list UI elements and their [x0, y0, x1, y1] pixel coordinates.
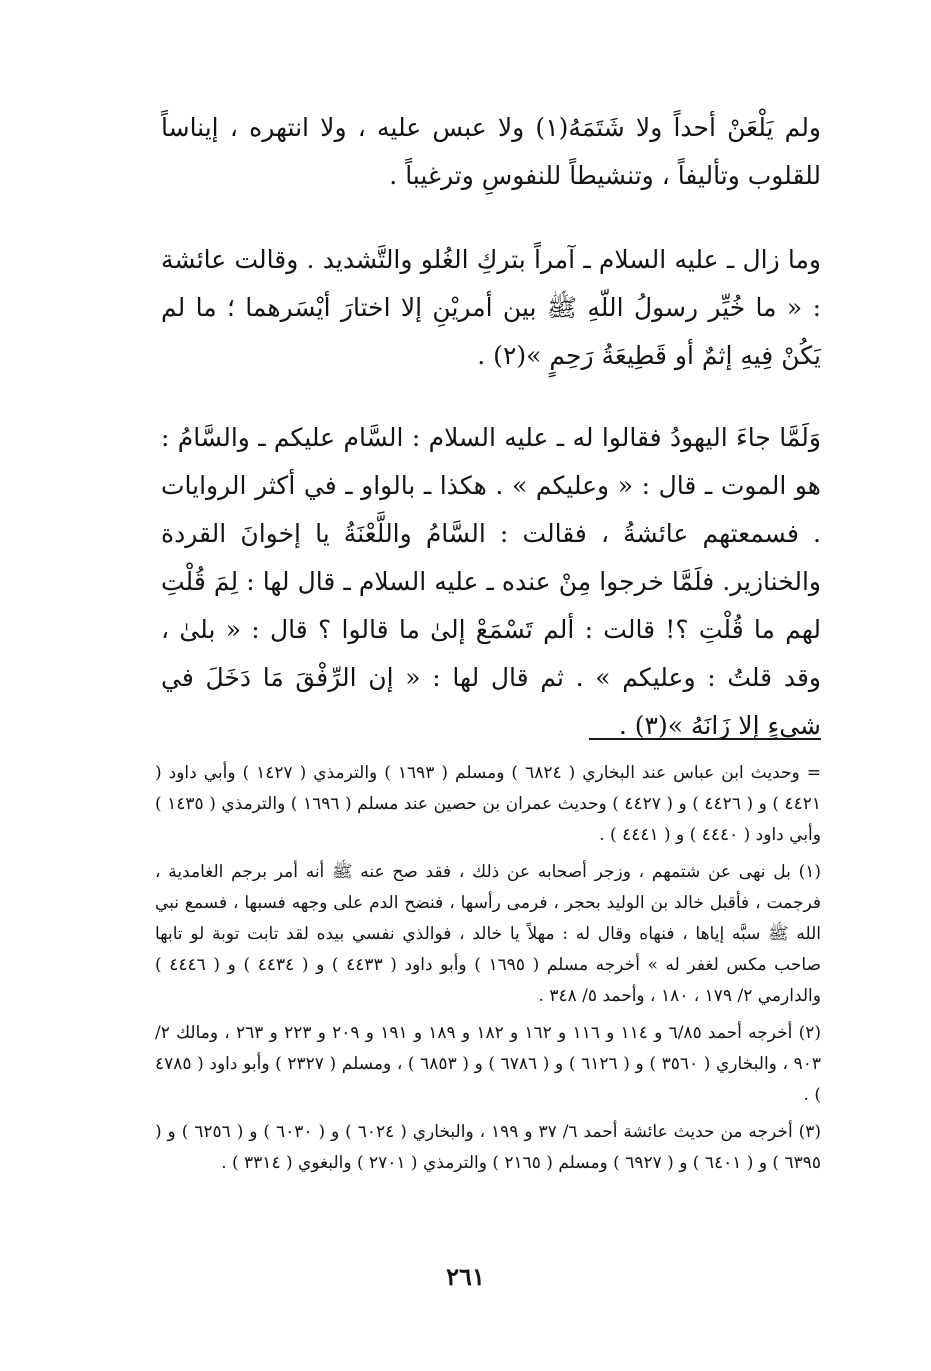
page-number: ٢٦١ [446, 1262, 485, 1291]
main-paragraph-1: ولم يَلْعَنْ أحداً ولا شَتَمَهُ(١) ولا عبس عليه ، ولا انتهره ، إيناساً للقلوب وتأليفاً ، وتنشيطاً للنفوسِ وترغيباً . [161, 113, 822, 190]
footnote-divider [589, 738, 821, 740]
footnotes-section [155, 758, 821, 1185]
main-paragraph-3: وَلَمَّا جاءَ اليهودُ فقالوا له ـ عليه السلام : السَّام عليكم ـ والسَّامُ : هو الموت ـ قال : « وعليكم » . هكذا ـ بالواو ـ في أكثر الروايات . فسمعتهم عائشةُ ، فقالت : السَّامُ واللَّعْنَةُ يا إخوانَ القردة والخنازير. فلَمَّا خرجوا مِنْ عنده ـ عليه السلام ـ قال لها : لِمَ قُلْتِ لهم ما قُلْتِ ؟! قالت : ألم تَسْمَعْ إلىٰ ما قالوا ؟ قال : « بلىٰ ، وقد قلتُ : وعليكم » . ثم قال لها : « إن الرِّفْقَ مَا دَخَلَ في شيءٍ إلا زَانَهُ »(٣) . [161, 423, 821, 740]
main-paragraph-2: وما زال ـ عليه السلام ـ آمراً بتركِ الغُلو والتَّشديد . وقالت عائشة : « ما خُيِّر رسولُ اللّهِ ﷺ بين أمريْنِ إلا اختارَ أيْسَرهما ؛ ما لم يَكُنْ فِيهِ إثمٌ أو قَطِيعَةُ رَحِمٍ »(٢) . [161, 245, 821, 370]
footnote-3: (٣) أخرجه من حديث عائشة أحمد ٦/ ٣٧ و ١٩٩ ، والبخاري ( ٦٠٢٤ ) و ( ٦٠٣٠ ) و ( ٦٢٥٦ ) و ( ٦٣٩٥ ) و ( ٦٤٠١ ) و ( ٦٩٢٧ ) ومسلم ( ٢١٦٥ ) والترمذي ( ٢٧٠١ ) والبغوي ( ٣٣١٤ ) . [155, 1122, 822, 1173]
footnote-2: (٢) أخرجه أحمد ٦/٨٥ و ١١٤ و ١١٦ و ١٦٢ و ١٨٢ و ١٨٩ و ١٩١ و ٢٠٩ و ٢٢٣ و ٢٦٣ ، ومالك ٢/ ٩٠٣ ، والبخاري ( ٣٥٦٠ ) و ( ٦١٢٦ ) و ( ٦٧٨٦ ) و ( ٦٨٥٣ ) ، ومسلم ( ٢٣٢٧ ) وأبو داود ( ٤٧٨٥ ) . [155, 1023, 822, 1105]
footnote-1: (١) بل نهى عن شتمهم ، وزجر أصحابه عن ذلك ، فقد صح عنه ﷺ أنه أمر برجم الغامدية ، فرجمت ، فأقبل خالد بن الوليد بحجر ، فرمى رأسها ، فنضح الدم على وجهه فسبها ، فسمع نبي الله ﷺ سبَّه إياها ، فنهاه وقال له : مهلاً يا خالد ، فوالذي نفسي بيده لقد تابت توبة لو تابها صاحب مكس لغفر له » أخرجه مسلم ( ١٦٩٥ ) وأبو داود ( ٤٤٣٣ ) و ( ٤٤٣٤ ) و ( ٤٤٤٦ ) والدارمي ٢/ ١٧٩ ، ١٨٠ ، وأحمد ٥/ ٣٤٨ . [155, 862, 821, 1006]
footnote-continuation: = وحديث ابن عباس عند البخاري ( ٦٨٢٤ ) ومسلم ( ١٦٩٣ ) والترمذي ( ١٤٢٧ ) وأبي داود ( ٤٤٢١ ) و ( ٤٤٢٦ ) و ( ٤٤٢٧ ) وحديث عمران بن حصين عند مسلم ( ١٦٩٦ ) والترمذي ( ١٤٣٥ ) وأبي داود ( ٤٤٤٠ ) و ( ٤٤٤١ ) . [155, 763, 821, 845]
